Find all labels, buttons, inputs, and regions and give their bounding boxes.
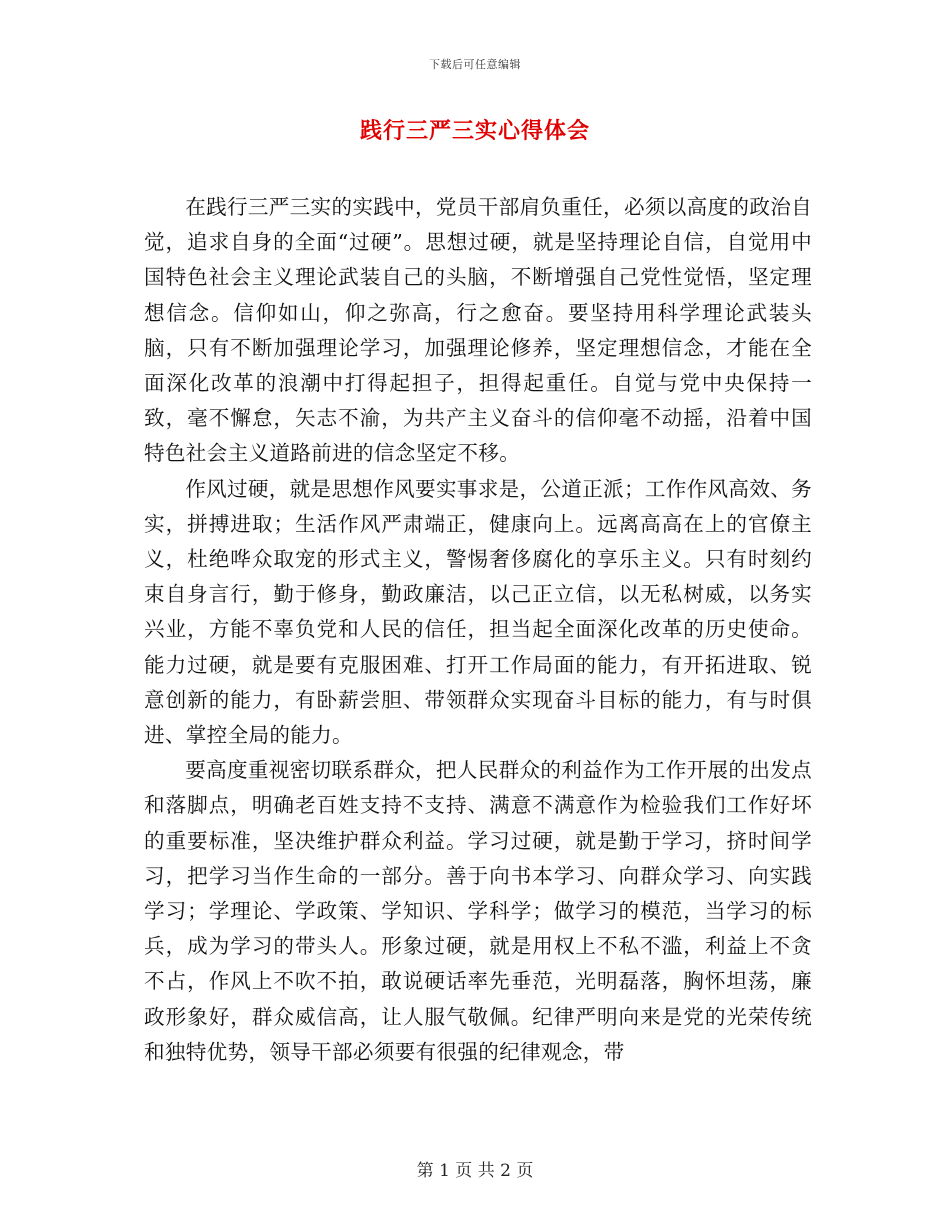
paragraph: 要高度重视密切联系群众，把人民群众的利益作为工作开展的出发点和落脚点，明确老百姓支持不支持、满意不满意作为检验我们工作好坏的重要标准，坚决维护群众利益。学习过硬，就是勤于学习，挤时间学习，把学习当作生命的一部分。善于向书本学习、向群众学习、向实践学习；学理论、学政策、学知识、学科学；做学习的模范，当学习的标兵，成为学习的带头人。形象过硬，就是用权上不私不滥，利益上不贪不占，作风上不吹不拍，敢说硬话率先垂范，光明磊落，胸怀坦荡，廉政形象好，群众威信高，让人服气敬佩。纪律严明向来是党的光荣传统和独特优势，领导干部必须要有很强的纪律观念，带 bbox=[144, 758, 812, 1064]
document-title: 践行三严三实心得体会 bbox=[359, 118, 590, 144]
paragraph: 作风过硬，就是思想作风要实事求是，公道正派；工作作风高效、务实，拼搏进取；生活作风严肃端正，健康向上。远离高高在上的官僚主义，杜绝哗众取宠的形式主义，警惕奢侈腐化的享乐主义。只有时刻约束自身言行，勤于修身，勤政廉洁，以己正立信，以无私树威，以务实兴业，方能不辜负党和人民的信任，担当起全面深化改革的历史使命。能力过硬，就是要有克服困难、打开工作局面的能力，有开拓进取、锐意创新的能力，有卧薪尝胆、带领群众实现奋斗目标的能力，有与时俱进、掌控全局的能力。 bbox=[144, 476, 812, 748]
document-body bbox=[144, 190, 812, 1070]
page-number-footer: 第 1 页 共 2 页 bbox=[416, 1161, 534, 1181]
header-note: 下载后可任意编辑 bbox=[429, 58, 521, 71]
paragraph: 在践行三严三实的实践中，党员干部肩负重任，必须以高度的政治自觉，追求自身的全面“过硬”。思想过硬，就是坚持理论自信，自觉用中国特色社会主义理论武装自己的头脑，不断增强自己党性觉悟，坚定理想信念。信仰如山，仰之弥高，行之愈奋。要坚持用科学理论武装头脑，只有不断加强理论学习，加强理论修养，坚定理想信念，才能在全面深化改革的浪潮中打得起担子，担得起重任。自觉与党中央保持一致，毫不懈怠，矢志不渝，为共产主义奋斗的信仰毫不动摇，沿着中国特色社会主义道路前进的信念坚定不移。 bbox=[144, 195, 812, 466]
